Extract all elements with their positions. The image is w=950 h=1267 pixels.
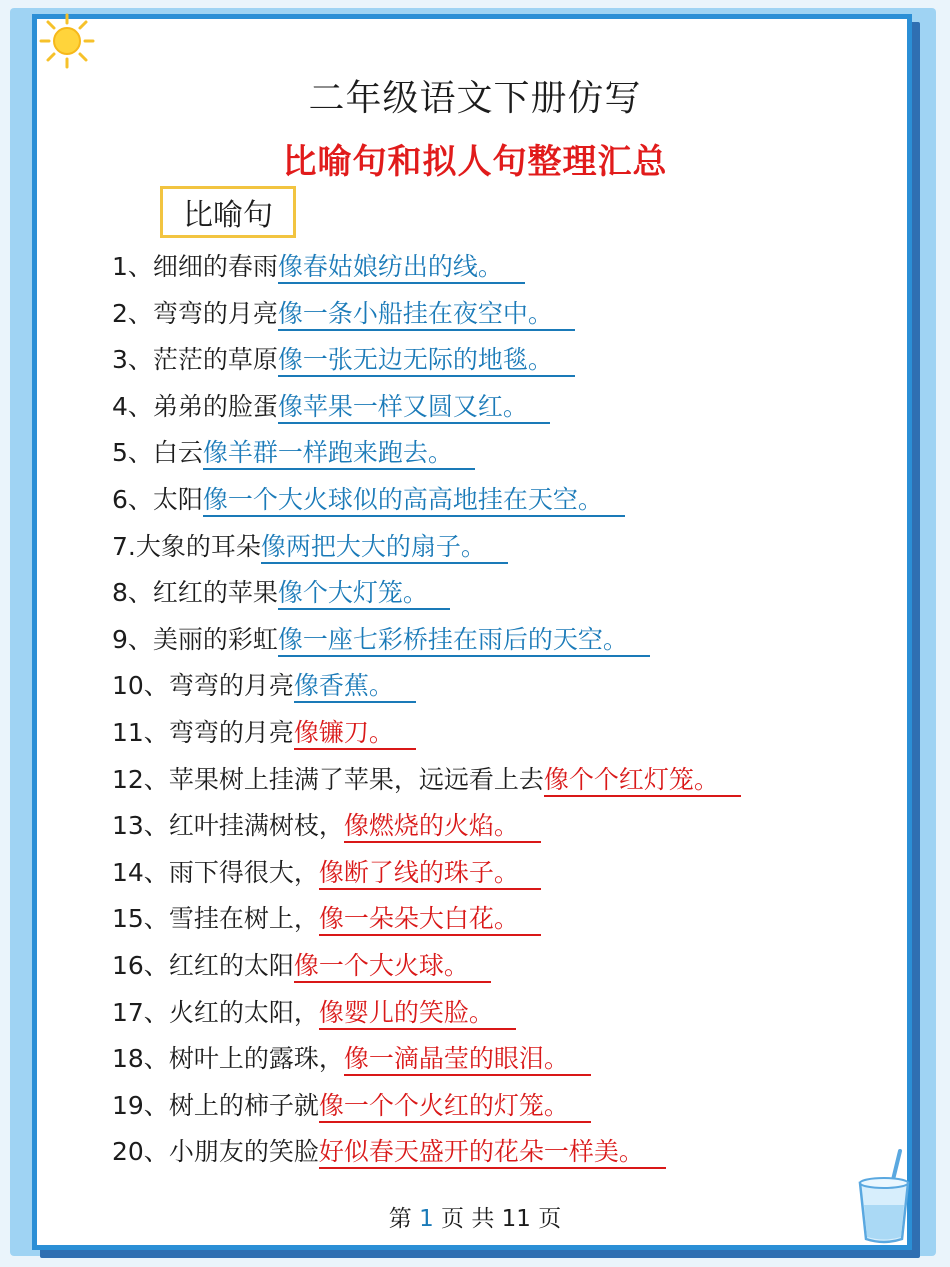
list-item bbox=[112, 663, 741, 710]
item-number: 2、 bbox=[112, 298, 153, 328]
item-lead-text: 弟弟的脸蛋 bbox=[152, 391, 278, 421]
item-lead-text: 白云 bbox=[152, 438, 203, 468]
page-title: 二年级语文下册仿写 bbox=[308, 78, 642, 119]
list-item bbox=[112, 430, 741, 477]
page-number-current: 1 bbox=[419, 1206, 434, 1232]
list-item bbox=[112, 896, 741, 943]
item-simile-text: 像一个个火红的灯笼。 bbox=[319, 1091, 591, 1123]
item-simile-text: 像一朵朵大白花。 bbox=[319, 904, 541, 936]
list-item bbox=[112, 477, 741, 524]
item-lead-text: 弯弯的月亮 bbox=[168, 671, 294, 701]
item-simile-text: 像一条小船挂在夜空中。 bbox=[278, 299, 575, 331]
item-simile-text: 像一滴晶莹的眼泪。 bbox=[344, 1044, 591, 1076]
item-lead-text: 红红的苹果 bbox=[152, 578, 278, 608]
item-lead-text: 茫茫的草原 bbox=[152, 345, 278, 375]
item-lead-text: 火红的太阳， bbox=[168, 997, 319, 1027]
item-number: 7. bbox=[112, 531, 136, 561]
item-simile-text: 像断了线的珠子。 bbox=[319, 858, 541, 890]
item-number: 3、 bbox=[112, 345, 153, 375]
item-number: 20、 bbox=[112, 1137, 169, 1167]
item-number: 1、 bbox=[112, 252, 153, 281]
item-number: 11、 bbox=[112, 717, 169, 747]
item-lead-text: 红红的太阳 bbox=[168, 950, 294, 980]
item-number: 6、 bbox=[112, 484, 153, 514]
list-item bbox=[112, 1129, 741, 1176]
item-number: 17、 bbox=[112, 997, 169, 1027]
list-item bbox=[112, 943, 741, 990]
list-item bbox=[112, 757, 741, 804]
item-lead-text: 苹果树上挂满了苹果，远远看上去 bbox=[168, 764, 544, 794]
item-number: 14、 bbox=[112, 857, 169, 887]
item-simile-text: 像苹果一样又圆又红。 bbox=[278, 392, 550, 424]
page-number-total: 11 bbox=[501, 1206, 531, 1232]
item-simile-text: 像香蕉。 bbox=[294, 671, 416, 703]
item-lead-text: 细细的春雨 bbox=[152, 252, 278, 281]
list-item bbox=[112, 850, 741, 897]
item-number: 18、 bbox=[112, 1044, 169, 1074]
list-item bbox=[112, 384, 741, 431]
list-item bbox=[112, 570, 741, 617]
list-item bbox=[112, 1036, 741, 1083]
drink-cup-icon bbox=[852, 1145, 916, 1245]
list-item bbox=[112, 524, 741, 571]
item-number: 9、 bbox=[112, 624, 153, 654]
item-simile-text: 像一张无边无际的地毯。 bbox=[278, 345, 575, 377]
item-simile-text: 像羊群一样跑来跑去。 bbox=[203, 438, 475, 470]
item-simile-text: 好似春天盛开的花朵一样美。 bbox=[319, 1137, 666, 1169]
item-number: 19、 bbox=[112, 1090, 169, 1120]
item-number: 13、 bbox=[112, 811, 169, 841]
section-label: 比喻句 bbox=[160, 186, 296, 238]
item-number: 15、 bbox=[112, 904, 169, 934]
item-lead-text: 太阳 bbox=[152, 484, 203, 514]
item-simile-text: 像春姑娘纺出的线。 bbox=[278, 252, 525, 284]
page-number-middle: 页 共 bbox=[433, 1206, 502, 1232]
item-simile-text: 像一座七彩桥挂在雨后的天空。 bbox=[278, 625, 650, 657]
page-number-suffix: 页 bbox=[530, 1206, 562, 1232]
list-item bbox=[112, 617, 741, 664]
list-item bbox=[112, 710, 741, 757]
page-number-prefix: 第 bbox=[388, 1206, 420, 1232]
item-number: 4、 bbox=[112, 391, 153, 421]
list-item bbox=[112, 803, 741, 850]
item-lead-text: 雪挂在树上， bbox=[168, 904, 319, 934]
list-item bbox=[112, 291, 741, 338]
page-number bbox=[0, 1200, 950, 1233]
item-simile-text: 像镰刀。 bbox=[294, 718, 416, 750]
item-lead-text: 美丽的彩虹 bbox=[152, 624, 278, 654]
item-lead-text: 弯弯的月亮 bbox=[168, 717, 294, 747]
item-simile-text: 像个大灯笼。 bbox=[278, 578, 450, 610]
item-lead-text: 弯弯的月亮 bbox=[152, 298, 278, 328]
item-simile-text: 像婴儿的笑脸。 bbox=[319, 998, 516, 1030]
item-lead-text: 雨下得很大， bbox=[168, 857, 319, 887]
item-simile-text: 像一个大火球。 bbox=[294, 951, 491, 983]
list-item bbox=[112, 1083, 741, 1130]
item-number: 5、 bbox=[112, 438, 153, 468]
item-simile-text: 像燃烧的火焰。 bbox=[344, 811, 541, 843]
item-number: 16、 bbox=[112, 950, 169, 980]
item-lead-text: 树上的柿子就 bbox=[168, 1090, 319, 1120]
item-lead-text: 树叶上的露珠， bbox=[168, 1044, 344, 1074]
item-simile-text: 像个个红灯笼。 bbox=[544, 765, 741, 797]
item-lead-text: 大象的耳朵 bbox=[135, 531, 261, 561]
item-number: 8、 bbox=[112, 578, 153, 608]
item-simile-text: 像两把大大的扇子。 bbox=[261, 532, 508, 564]
sun-icon bbox=[38, 12, 96, 70]
item-number: 10、 bbox=[112, 671, 169, 701]
list-item bbox=[112, 337, 741, 384]
item-number: 12、 bbox=[112, 764, 169, 794]
page-subtitle: 比喻句和拟人句整理汇总 bbox=[282, 142, 668, 182]
list-item bbox=[112, 990, 741, 1037]
list-item bbox=[112, 244, 741, 291]
item-lead-text: 小朋友的笑脸 bbox=[168, 1137, 319, 1167]
item-lead-text: 红叶挂满树枝， bbox=[168, 811, 344, 841]
item-simile-text: 像一个大火球似的高高地挂在天空。 bbox=[203, 485, 625, 517]
sentence-list bbox=[112, 244, 741, 1176]
